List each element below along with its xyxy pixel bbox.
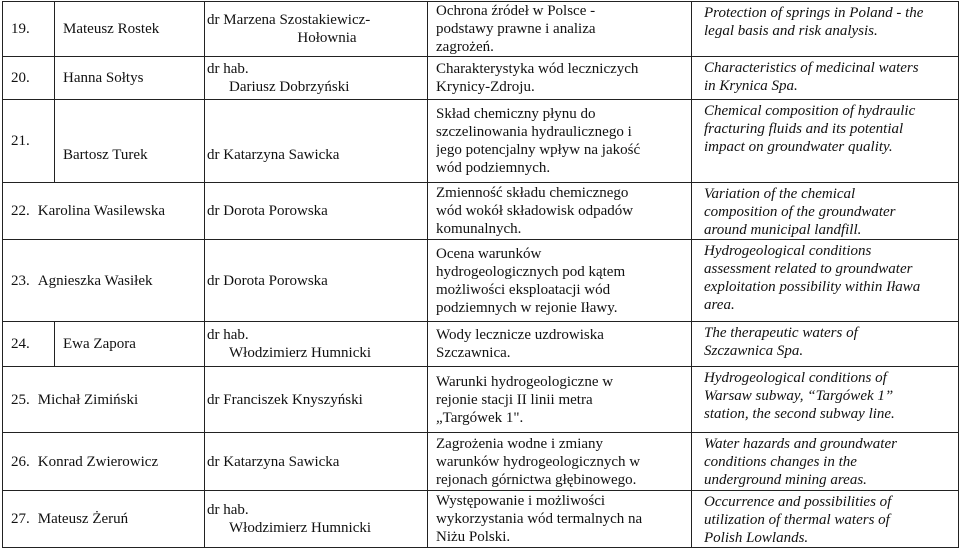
number-cell: [3, 100, 55, 183]
student-cell: [55, 2, 205, 57]
row-number: 20.: [11, 70, 30, 86]
student-cell: [55, 57, 205, 100]
student-name: Mateusz Rostek: [63, 21, 160, 37]
topic-polish-line: Zmienność składu chemicznego: [436, 185, 629, 201]
student-name: Hanna Sołtys: [63, 70, 144, 86]
topic-polish-line: wód podziemnych.: [436, 160, 551, 176]
topic-polish-line: Szczawnica.: [436, 345, 511, 361]
number-student-cell: [3, 433, 205, 491]
supervisor-cell: [205, 367, 428, 433]
topic-english-cell: [692, 240, 959, 322]
supervisor-line: dr Katarzyna Sawicka: [207, 453, 340, 470]
student-name: Bartosz Turek: [63, 147, 148, 163]
topic-polish-line: Krynicy-Zdroju.: [436, 79, 535, 95]
supervisor-cell: [205, 2, 428, 57]
topic-english-cell: [692, 57, 959, 100]
number-cell: [3, 322, 55, 367]
supervisor-cell: [205, 433, 428, 491]
topic-polish-line: Warunki hydrogeologiczne w: [436, 373, 614, 390]
topic-english-line: Protection of springs in Poland - the: [704, 5, 924, 21]
row-number: 21.: [11, 133, 30, 149]
topic-english-line: underground mining areas.: [704, 472, 867, 488]
topic-english-cell: [692, 491, 959, 548]
number-cell: [3, 2, 55, 57]
row-number: 23.: [11, 272, 30, 289]
topic-english-line: Warsaw subway, “Targówek 1”: [704, 388, 894, 404]
student-cell: [55, 100, 205, 183]
number-student-cell: [3, 367, 205, 433]
student-name: Mateusz Żeruń: [37, 511, 129, 527]
supervisor-line: dr Franciszek Knyszyński: [207, 391, 363, 408]
row-number: 19.: [11, 21, 30, 37]
topic-polish-line: Występowanie i możliwości: [436, 493, 606, 509]
row-number: 27.: [11, 511, 30, 527]
supervisor-line: dr Dorota Porowska: [207, 272, 328, 289]
supervisor-line: dr hab.: [207, 61, 249, 77]
topic-english-line: Variation of the chemical: [704, 186, 856, 202]
topic-polish-line: podziemnych w rejonie Iławy.: [436, 299, 618, 316]
topic-polish-cell: [428, 240, 692, 322]
student-name: Ewa Zapora: [63, 336, 136, 352]
topic-english-line: area.: [704, 297, 735, 313]
topic-polish-cell: [428, 100, 692, 183]
topic-polish-line: Ochrona źródeł w Polsce -: [436, 3, 596, 19]
topic-polish-line: „Targówek 1".: [436, 409, 524, 426]
number-student-cell: [3, 491, 205, 548]
table-row: [3, 367, 959, 433]
supervisor-line: dr hab.: [207, 327, 249, 343]
table-row: [3, 57, 959, 100]
topic-polish-line: jego potencjalny wpływ na jakość: [436, 142, 641, 158]
supervisor-cell: [205, 491, 428, 548]
topic-polish-line: hydrogeologicznych pod kątem: [436, 263, 626, 280]
supervisor-cell: [205, 100, 428, 183]
topic-english-line: Occurrence and possibilities of: [704, 494, 892, 510]
table-row: [3, 322, 959, 367]
supervisor-cell: [205, 322, 428, 367]
supervisor-line: Hołownia: [297, 30, 357, 46]
topic-polish-cell: [428, 433, 692, 491]
topic-polish-line: Ocena warunków: [436, 245, 542, 262]
student-name: Konrad Zwierowicz: [37, 453, 159, 470]
topic-english-cell: [692, 183, 959, 240]
number-student-cell: [3, 240, 205, 322]
supervisor-line: dr Katarzyna Sawicka: [207, 147, 340, 163]
supervisor-line: Dariusz Dobrzyński: [229, 79, 350, 95]
number-cell: [3, 57, 55, 100]
table-row: [3, 240, 959, 322]
row-number: 24.: [11, 336, 30, 352]
topic-english-line: Hydrogeological conditions of: [704, 370, 887, 386]
supervisor-cell: [205, 183, 428, 240]
topic-english-line: utilization of thermal waters of: [704, 512, 890, 528]
row-number: 26.: [11, 453, 30, 470]
topic-polish-cell: [428, 367, 692, 433]
topic-english-line: impact on groundwater quality.: [704, 139, 893, 155]
topic-english-cell: [692, 100, 959, 183]
topic-polish-line: komunalnych.: [436, 221, 522, 237]
topic-english-line: station, the second subway line.: [704, 406, 895, 422]
topic-english-line: Chemical composition of hydraulic: [704, 103, 916, 119]
topic-english-line: in Krynica Spa.: [704, 78, 798, 94]
table-row: [3, 183, 959, 240]
topic-polish-line: Niżu Polski.: [436, 529, 511, 545]
topic-english-cell: [692, 322, 959, 367]
student-name: Karolina Wasilewska: [37, 203, 165, 219]
topic-english-line: exploitation possibility within Iława: [704, 279, 921, 295]
topic-english-line: conditions changes in the: [704, 454, 857, 470]
topic-english-line: assessment related to groundwater: [704, 261, 913, 277]
topic-english-line: Water hazards and groundwater: [704, 436, 897, 452]
topic-polish-cell: [428, 491, 692, 548]
table-row: [3, 433, 959, 491]
topic-polish-cell: [428, 2, 692, 57]
topic-polish-line: podstawy prawne i analiza: [436, 21, 596, 37]
topic-english-line: Characteristics of medicinal waters: [704, 60, 919, 76]
topic-english-line: around municipal landfill.: [704, 222, 862, 238]
topic-polish-line: wykorzystania wód termalnych na: [436, 511, 643, 527]
supervisor-line: dr Marzena Szostakiewicz-: [207, 12, 371, 28]
supervisor-line: dr Dorota Porowska: [207, 203, 328, 219]
topic-polish-line: Skład chemiczny płynu do: [436, 106, 596, 122]
topic-english-line: legal basis and risk analysis.: [704, 23, 878, 39]
table-row: [3, 491, 959, 548]
table-row: [3, 100, 959, 183]
topic-english-line: The therapeutic waters of: [704, 325, 858, 341]
student-name: Michał Zimiński: [37, 391, 139, 408]
topic-polish-line: zagrożeń.: [436, 39, 494, 55]
supervisor-cell: [205, 57, 428, 100]
topic-english-line: composition of the groundwater: [704, 204, 896, 220]
number-student-cell: [3, 183, 205, 240]
topic-polish-line: szczelinowania hydraulicznego i: [436, 124, 632, 140]
topic-polish-line: wód wokół składowisk odpadów: [436, 203, 634, 219]
topic-polish-line: Zagrożenia wodne i zmiany: [436, 435, 604, 452]
thesis-topics-table: [2, 1, 959, 548]
topic-english-cell: [692, 367, 959, 433]
row-number: 25.: [11, 391, 30, 408]
supervisor-cell: [205, 240, 428, 322]
topic-polish-cell: [428, 322, 692, 367]
supervisor-line: Włodzimierz Humnicki: [229, 520, 372, 536]
topic-polish-line: możliwości eksploatacji wód: [436, 281, 611, 298]
topic-polish-line: warunków hydrogeologicznych w: [436, 453, 641, 470]
topic-polish-line: Charakterystyka wód leczniczych: [436, 61, 639, 77]
student-cell: [55, 322, 205, 367]
topic-polish-line: rejonie stacji II linii metra: [436, 391, 593, 408]
supervisor-line: Włodzimierz Humnicki: [229, 345, 372, 361]
topic-polish-line: Wody lecznicze uzdrowiska: [436, 327, 604, 343]
topic-polish-line: rejonach górnictwa głębinowego.: [436, 471, 637, 488]
topic-english-line: Szczawnica Spa.: [704, 343, 804, 359]
topic-english-line: fracturing fluids and its potential: [704, 121, 904, 137]
topic-english-line: Polish Lowlands.: [704, 530, 809, 546]
topic-english-cell: [692, 2, 959, 57]
topic-polish-cell: [428, 57, 692, 100]
row-number: 22.: [11, 203, 30, 219]
student-name: Agnieszka Wasiłek: [37, 272, 153, 289]
topic-english-cell: [692, 433, 959, 491]
topic-polish-cell: [428, 183, 692, 240]
supervisor-line: dr hab.: [207, 502, 249, 518]
topic-english-line: Hydrogeological conditions: [704, 243, 872, 259]
table-row: [3, 2, 959, 57]
